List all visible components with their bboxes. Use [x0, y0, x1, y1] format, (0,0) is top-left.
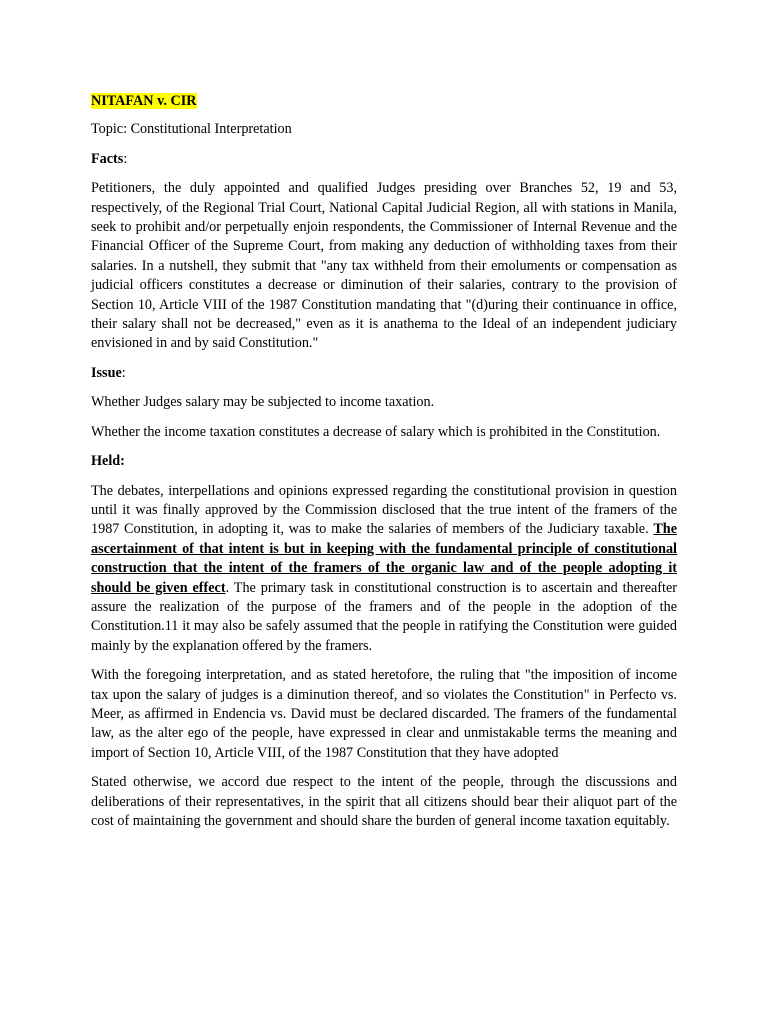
topic-line: Topic: Constitutional Interpretation — [91, 121, 292, 138]
facts-colon: : — [123, 150, 128, 167]
facts-paragraph: Petitioners, the duly appointed and qualified Judges presiding over Branches 52, 19 and 53, respectively, of the Regional Trial Court, National Capital Judicial Region, all with stations in Manila, seek to prohibit and/or perpetually enjoin respondents, the Commissioner of Internal Revenue and the Financial Officer of the Supreme Court, from making any deduction of withholding taxes from their salaries. In a nutshell, they submit that "any tax withheld from their emoluments or compensation as judicial officers constitutes a decrease or diminution of their salaries, contrary to the provision of Section 10, Article VIII of the 1987 Constitution mandating that "(d)uring their continuance in office, their salary shall not be decreased," even as it is anathema to the Ideal of an independent judiciary envisioned in and by said Constitution." — [91, 180, 677, 352]
held-paragraph-3: Stated otherwise, we accord due respect to the intent of the people, through the discussions and deliberations of their representatives, in the spirit that all citizens should bear their aliquot part of the cost of maintaining the government and should share the burden of general income taxation equitably. — [91, 774, 677, 829]
held-p1-text-after: . The primary task in constitutional construction is to ascertain and thereafter assure the realization of the purpose of the framers and of the people in the adoption of the Constitution.11 it may also be safely assumed that the people in ratifying the Constitution were guided mainly by the explanation offered by the framers. — [91, 579, 677, 654]
held-p1-text: The debates, interpellations and opinions expressed regarding the constitutional provision in question until it was finally approved by the Commission disclosed that the true intent of the framers of the 1987 Constitution, in adopting it, was to make the salaries of members of the Judiciary taxable. — [91, 482, 677, 538]
issue-item: Whether Judges salary may be subjected to income taxation. — [91, 394, 435, 411]
facts-heading: Facts — [91, 150, 124, 167]
issue-item: Whether the income taxation constitutes a decrease of salary which is prohibited in the Constitution. — [91, 423, 661, 440]
held-paragraph-1 — [91, 482, 677, 657]
document-page — [91, 92, 677, 841]
issue-colon: : — [121, 364, 126, 381]
issue-heading-line — [91, 364, 677, 383]
case-title: NITAFAN v. CIR — [91, 93, 197, 109]
title-line — [91, 92, 677, 111]
facts-heading-line — [91, 150, 677, 169]
held-heading: Held: — [91, 453, 125, 470]
held-p1-emphasis: The ascertainment of that intent is but in keeping with the fundamental principle of constitutional construction that the intent of the framers of the organic law and of the people adopting it should be given effect — [91, 521, 677, 596]
held-paragraph-2: With the foregoing interpretation, and as stated heretofore, the ruling that "the imposition of income tax upon the salary of judges is a diminution thereof, and so violates the Constitution" in Perfecto vs. Meer, as affirmed in Endencia vs. David must be declared discarded. The framers of the fundamental law, as the alter ego of the people, have expressed in clear and unmistakable terms the meaning and import of Section 10, Article VIII, of the 1987 Constitution that they have adopted — [91, 667, 677, 761]
issue-heading: Issue — [91, 364, 122, 381]
